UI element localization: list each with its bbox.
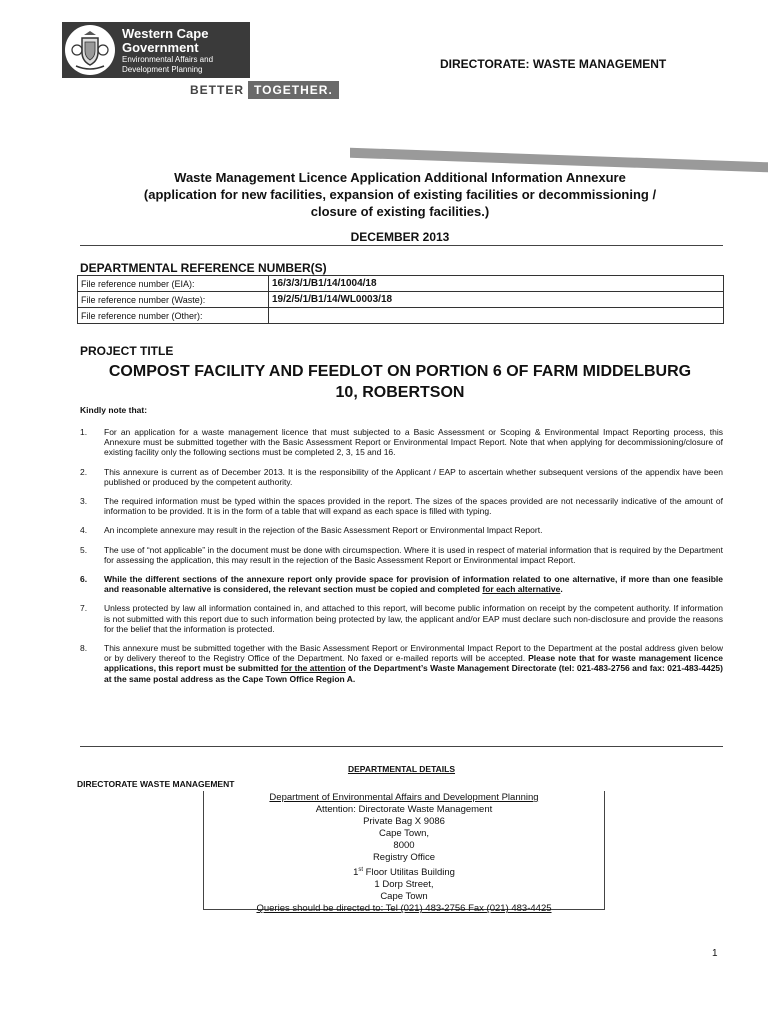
- title-line-2: (application for new facilities, expansion of existing facilities or decommissioning /: [143, 187, 657, 202]
- project-title: [80, 361, 720, 403]
- notes-divider: [80, 746, 723, 747]
- date-divider: [80, 245, 723, 246]
- list-item: [80, 603, 723, 634]
- details-directorate: DIRECTORATE WASTE MANAGEMENT: [77, 779, 235, 789]
- coat-of-arms-icon: [65, 25, 115, 75]
- address-line: Department of Environmental Affairs and Development Planning: [269, 792, 539, 803]
- note-text: The required information must be typed within the spaces provided in the report. The sizes of the spaces provided are not necessarily indicative of the amount of information to be provided. It is in the form of a table that will expand as each space is filled with typing.: [104, 496, 723, 517]
- list-number: 6.: [80, 574, 88, 585]
- address-line: Cape Town: [380, 891, 428, 903]
- list-number: 8.: [80, 643, 88, 654]
- note-emphasis: for the attention: [280, 663, 346, 674]
- logo-org-name: Western Cape Government: [122, 26, 209, 55]
- logo-tagline-together: TOGETHER.: [248, 81, 339, 99]
- reference-value: 16/3/3/1/B1/14/1004/18: [269, 276, 724, 292]
- address-line: 8000: [393, 840, 415, 851]
- list-number: 7.: [80, 603, 88, 614]
- address-line: Attention: Directorate Waste Management: [315, 804, 493, 815]
- floor-building: Floor Utilitas Building: [363, 867, 455, 879]
- title-line-1: Waste Management Licence Application Additional Information Annexure: [174, 170, 626, 185]
- note-bold-text: Please note that for waste management licence applications, this report must be submitted: [104, 653, 723, 674]
- list-item: [80, 496, 723, 516]
- reference-heading: DEPARTMENTAL REFERENCE NUMBER(S): [80, 261, 327, 275]
- table-row: [78, 276, 724, 292]
- note-text: The use of “not applicable” in the document must be done with circumspection. Where it is used in respect of material information that is required by the Department for assessing the application, this may result in the rejection of the Basic Assessment Report or Environmental impact Report.: [104, 544, 723, 565]
- list-number: 4.: [80, 525, 88, 536]
- list-item: [80, 427, 723, 458]
- project-title-line-1: COMPOST FACILITY AND FEEDLOT ON PORTION 6 OF FARM MIDDELBURG: [108, 363, 692, 380]
- logo-tagline-better: BETTER: [190, 83, 244, 97]
- reference-value: 19/2/5/1/B1/14/WL0003/18: [269, 292, 724, 308]
- project-title-heading: PROJECT TITLE: [80, 344, 174, 358]
- reference-table: [77, 275, 724, 324]
- notes-intro: Kindly note that:: [80, 405, 148, 415]
- note-text: Unless protected by law all information contained in, and attached to this report, will become public information on receipt by the competent authority. If information is not submitted with this report due to such information being protected by law, the applicant and/or EAP must declare such non-disclosure and provide the reasons for the belief that the information is protected.: [104, 603, 723, 634]
- address-line: Cape Town,: [379, 828, 429, 839]
- note-bold-text-end: of the Department’s Waste Management Directorate (tel: 021-483-2756 and fax: 021-483-4425) at the same postal address as the Cape Town Office Region A.: [104, 663, 723, 684]
- note-emphasis: for each alternative: [482, 584, 561, 595]
- table-row: [78, 308, 724, 324]
- document-date: DECEMBER 2013: [350, 230, 450, 244]
- list-number: 2.: [80, 466, 88, 477]
- document-title: [80, 169, 720, 220]
- details-heading: DEPARTMENTAL DETAILS: [347, 764, 456, 774]
- page-number: 1: [712, 948, 718, 959]
- reference-label: File reference number (Other):: [78, 308, 269, 324]
- wcg-logo: [62, 22, 352, 104]
- note-text-end: .: [560, 584, 563, 595]
- floor-suffix: st: [358, 867, 364, 873]
- list-item: [80, 467, 723, 487]
- note-text: For an application for a waste management licence that must subjected to a Basic Assessment or Scoping & Environmental Impact Reporting process, this Annexure must be submitted together with the Basic Assessment Report or Environmental Impact Report. Note that when applying for decommissioning/closure of existing facility only the following sections must be completed 2, 3, 15 and 16.: [104, 427, 723, 458]
- logo-tagline: [186, 80, 339, 100]
- note-text: This annexure must be submitted together with the Basic Assessment Report or Environmental Impact Report to the Department at the postal address given below or by delivery thereof to the Registry Office of the Department. No faxed or e-mailed reports will be accepted.: [104, 643, 723, 664]
- logo-dept-name: Environmental Affairs and Development Planning: [122, 55, 214, 74]
- list-number: 5.: [80, 544, 88, 555]
- reference-label: File reference number (EIA):: [78, 276, 269, 292]
- address-block: [203, 792, 605, 915]
- list-item: [80, 643, 723, 684]
- address-line: Queries should be directed to: Tel (021) 483-2756 Fax (021) 483-4425: [256, 903, 552, 915]
- directorate-header: DIRECTORATE: WASTE MANAGEMENT: [440, 57, 667, 71]
- address-line: Registry Office: [372, 852, 436, 863]
- address-line: 1 Dorp Street,: [374, 879, 434, 891]
- table-row: [78, 292, 724, 308]
- floor-number: 1: [353, 867, 359, 879]
- notes-list: [80, 427, 723, 684]
- list-item: [80, 574, 723, 594]
- note-text: This annexure is current as of December 2013. It is the responsibility of the Applicant / EAP to ascertain whether subsequent versions of the appendix have been published or produced by the competent authority.: [104, 466, 723, 487]
- list-number: 1.: [80, 427, 88, 437]
- title-line-3: closure of existing facilities.): [310, 204, 490, 219]
- address-line: [203, 864, 605, 879]
- project-title-line-2: 10, ROBERTSON: [335, 384, 465, 401]
- list-item: [80, 525, 723, 535]
- logo-banner: [62, 22, 250, 78]
- reference-label: File reference number (Waste):: [78, 292, 269, 308]
- note-text: While the different sections of the annexure report only provide space for provision of information related to one alternative, if more than one feasible and reasonable alternative is considered, the relevant section must be copied and completed: [104, 574, 723, 595]
- list-item: [80, 545, 723, 565]
- note-text: An incomplete annexure may result in the rejection of the Basic Assessment Report or Environmental Impact Report.: [104, 525, 543, 536]
- reference-value: [269, 308, 724, 324]
- address-line: Private Bag X 9086: [363, 816, 445, 827]
- list-number: 3.: [80, 496, 88, 507]
